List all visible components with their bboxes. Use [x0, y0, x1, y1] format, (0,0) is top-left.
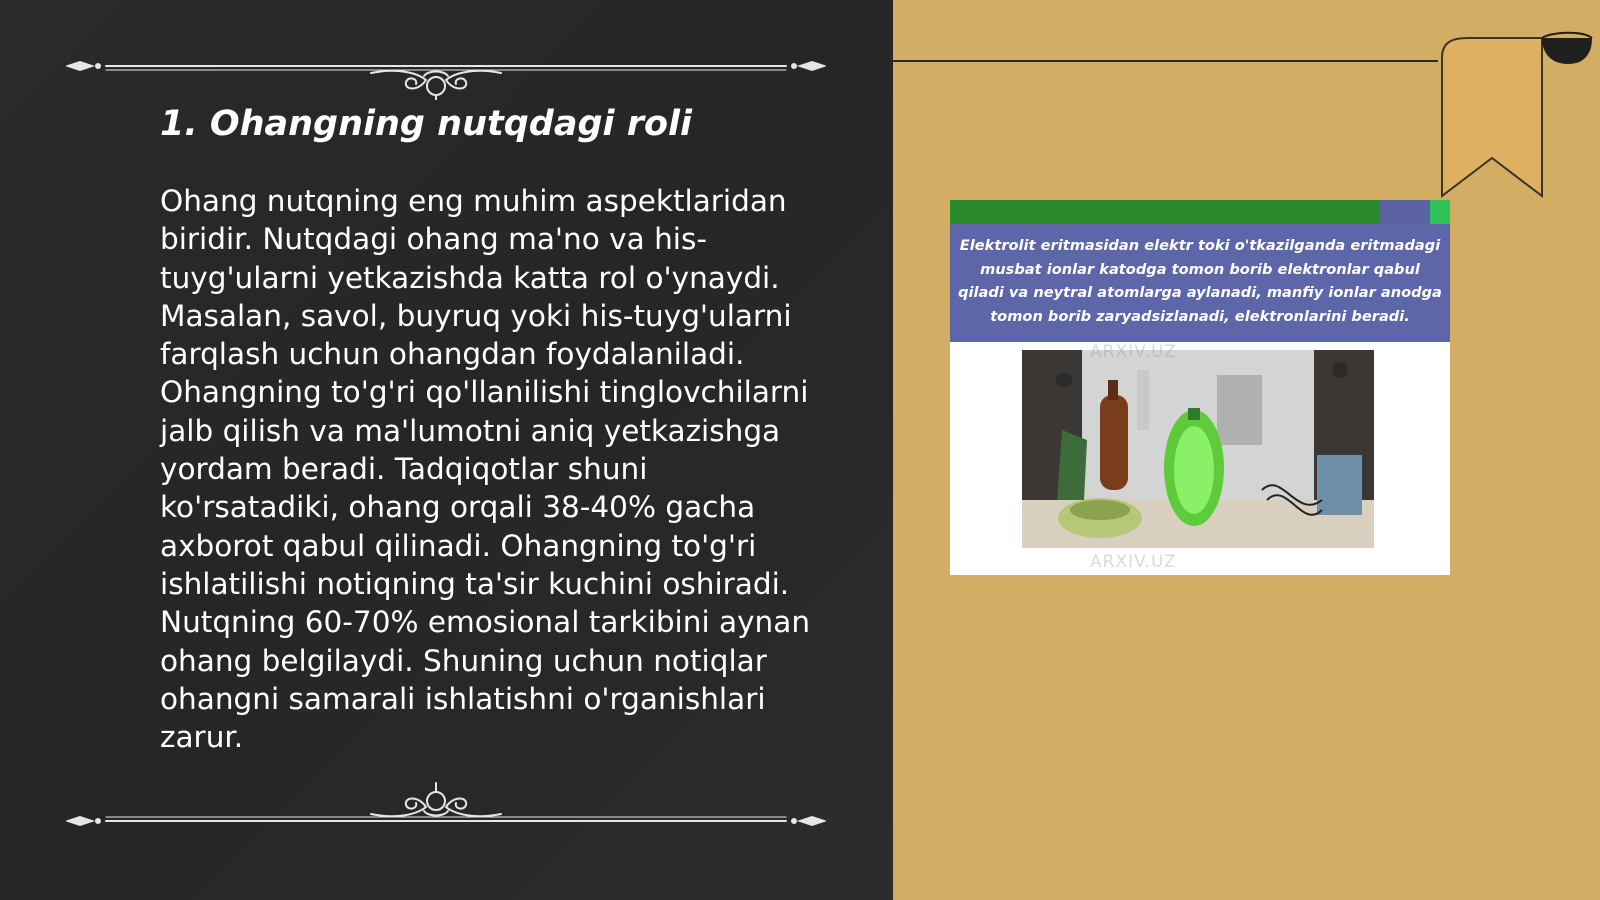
header-accent-green — [1430, 200, 1450, 224]
electrolysis-apparatus-photo — [1022, 350, 1374, 548]
card-watermark-top: ARXIV.UZ — [1090, 342, 1177, 362]
slide-title: 1. Ohangning nutqdagi roli — [160, 104, 692, 144]
card-watermark-bottom: ARXIV.UZ — [1090, 552, 1177, 572]
electrolysis-image-card — [950, 200, 1450, 575]
header-accent-blue — [1380, 200, 1430, 224]
top-flourish-divider-icon — [66, 40, 826, 100]
card-caption: Elektrolit eritmasidan elektr toki o'tkazilganda eritmadagi musbat ionlar katodga tomon borib elektronlar qabul qiladi va neytral atomlarga aylanadi, manfiy ionlar anodga tomon borib zaryadsizlanadi, elektronlarini beradi. — [950, 224, 1450, 342]
bookmark-ribbon-icon — [1432, 30, 1600, 200]
card-header-bar — [950, 200, 1450, 224]
slide-body-text: Ohang nutqning eng muhim aspektlaridan biridir. Nutqdagi ohang ma'no va his-tuyg'ularni yetkazishda katta rol o'ynaydi. Masalan, savol, buyruq yoki his-tuyg'ularni farqlash uchun ohangdan foydalaniladi. Ohangning to'g'ri qo'llanilishi tinglovchilarni jalb qilish va ma'lumotni aniq yetkazishga yordam beradi. Tadqiqotlar shuni ko'rsatadiki, ohang orqali 38-40% gacha axborot qabul qilinadi. Ohangning to'g'ri ishlatilishi notiqning ta'sir kuchini oshiradi. Nutqning 60-70% emosional tarkibini aynan ohang belgilaydi. Shuning uchun notiqlar ohangni samarali ishlatishni o'rganishlari zarur. — [160, 184, 811, 755]
bottom-flourish-divider-icon — [66, 775, 826, 835]
header-rule — [893, 60, 1438, 62]
